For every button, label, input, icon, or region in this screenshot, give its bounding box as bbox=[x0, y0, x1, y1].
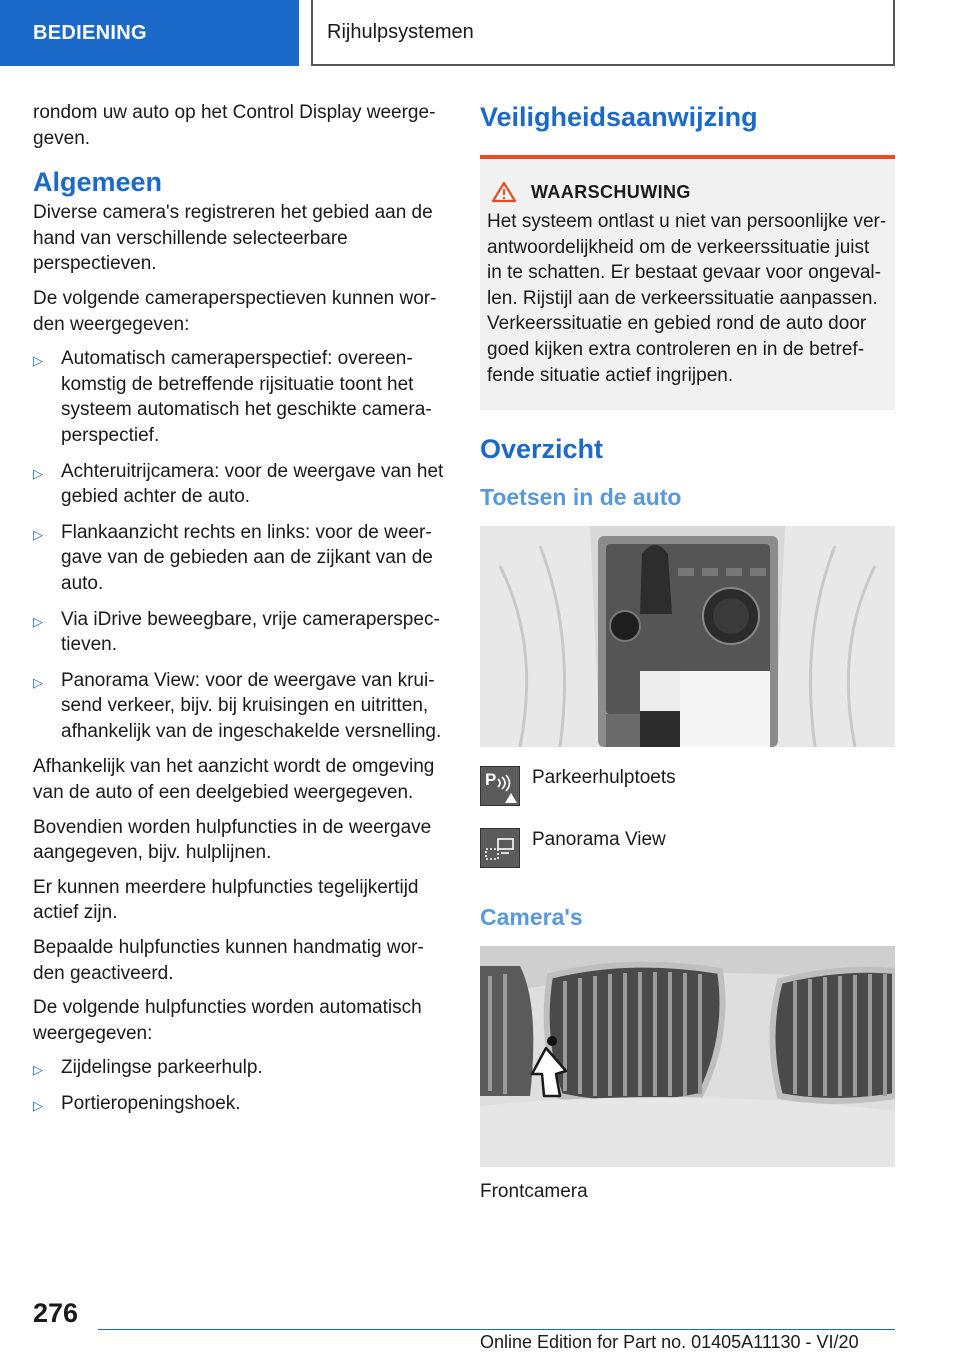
triangle-bullet-icon: ▷ bbox=[33, 526, 43, 542]
chapter-label: Rijhulpsystemen bbox=[327, 20, 474, 43]
parking-assist-icon: P bbox=[480, 766, 520, 806]
front-grille-illustration bbox=[480, 946, 895, 1167]
heading-cameras: Camera's bbox=[480, 904, 583, 931]
triangle-bullet-icon: ▷ bbox=[33, 465, 43, 481]
paragraph: De volgende hulpfuncties worden automatisch weergegeven: bbox=[33, 997, 422, 1044]
heading-overzicht: Overzicht bbox=[480, 434, 604, 465]
button-label: Parkeerhulptoets bbox=[532, 767, 676, 789]
paragraph: Bepaalde hulpfuncties kunnen handmatig worden geactiveerd. bbox=[33, 937, 424, 984]
edition-text: Online Edition for Part no. 01405A11130 - VI/20 bbox=[480, 1332, 859, 1352]
left-column bbox=[33, 100, 445, 1127]
heading-toetsen: Toetsen in de auto bbox=[480, 484, 682, 511]
auto-functions-list bbox=[33, 1055, 445, 1116]
center-console-illustration bbox=[480, 526, 895, 747]
chapter-header bbox=[311, 0, 895, 66]
list-item: ▷ Via iDrive beweegbare, vrije cameraperspectieven. bbox=[33, 608, 440, 656]
triangle-bullet-icon: ▷ bbox=[33, 1062, 43, 1078]
warning-triangle-icon bbox=[491, 181, 517, 203]
triangle-bullet-icon: ▷ bbox=[33, 613, 43, 629]
intro-text: rondom uw auto op het Control Display weergegeven. bbox=[33, 102, 436, 149]
paragraph: Afhankelijk van het aanzicht wordt de omgeving van de auto of een deelgebied weergegeven. bbox=[33, 756, 435, 804]
button-entry bbox=[480, 828, 895, 868]
page-number: 276 bbox=[33, 1298, 79, 1328]
right-column bbox=[480, 100, 895, 1214]
list-item: ▷ Panorama View: voor de weergave van kruisend verkeer, bijv. bij kruisingen en uitritten, afhankelijk van de ingeschakelde versnelling. bbox=[33, 669, 442, 742]
heading-safety: Veiligheidsaanwijzing bbox=[480, 102, 758, 132]
paragraph: De volgende cameraperspectieven kunnen worden weergegeven: bbox=[33, 287, 437, 335]
list-item: ▷ Automatisch cameraperspectief: overeenkomstig de betreffende rijsituatie toont het systeem automatisch het geschikte cameraperspectief. bbox=[33, 348, 432, 446]
triangle-bullet-icon: ▷ bbox=[33, 674, 43, 690]
list-item: ▷ Zijdelingse parkeerhulp. bbox=[33, 1055, 445, 1081]
triangle-bullet-icon: ▷ bbox=[33, 353, 43, 369]
camera-perspectives-list bbox=[33, 346, 445, 744]
list-item: ▷ Achteruitrijcamera: voor de weergave van het gebied achter de auto. bbox=[33, 460, 444, 508]
paragraph: Er kunnen meerdere hulpfuncties tegelijkertijd actief zijn. bbox=[33, 876, 419, 924]
front-camera-image bbox=[480, 946, 895, 1167]
warning-header bbox=[487, 181, 887, 203]
button-label: Panorama View bbox=[532, 829, 666, 851]
paragraph: Diverse camera's registreren het gebied aan de hand van verschillende selecteerbare perspectieven. bbox=[33, 202, 433, 275]
footer-divider bbox=[98, 1329, 895, 1330]
section-label: BEDIENING bbox=[33, 21, 147, 44]
warning-title: WAARSCHUWING bbox=[531, 181, 691, 202]
center-console-image bbox=[480, 526, 895, 747]
paragraph: Bovendien worden hulpfuncties in de weergave aangegeven, bijv. hulplijnen. bbox=[33, 816, 432, 864]
section-tab bbox=[0, 0, 299, 66]
list-item: ▷ Flankaanzicht rechts en links: voor de weergave van de gebieden aan de zijkant van de auto. bbox=[33, 521, 433, 594]
warning-text: Het systeem ontlast u niet van persoonlijke verantwoordelijkheid om de verkeerssituatie juist in te schatten. Er bestaat gevaar voor ongevallen. Rijstijl aan de verkeerssituatie aanpassen. Verkeerssituatie en gebied rond de auto door goed kijken extra controleren en in de betreffende situatie actief ingrijpen. bbox=[487, 211, 887, 386]
panorama-view-icon bbox=[480, 828, 520, 868]
button-entry bbox=[480, 766, 895, 806]
list-item: ▷ Portieropeningshoek. bbox=[33, 1091, 445, 1117]
warning-box bbox=[480, 155, 895, 410]
image-caption: Frontcamera bbox=[480, 1181, 588, 1203]
heading-algemeen: Algemeen bbox=[33, 167, 163, 198]
triangle-bullet-icon: ▷ bbox=[33, 1098, 43, 1113]
